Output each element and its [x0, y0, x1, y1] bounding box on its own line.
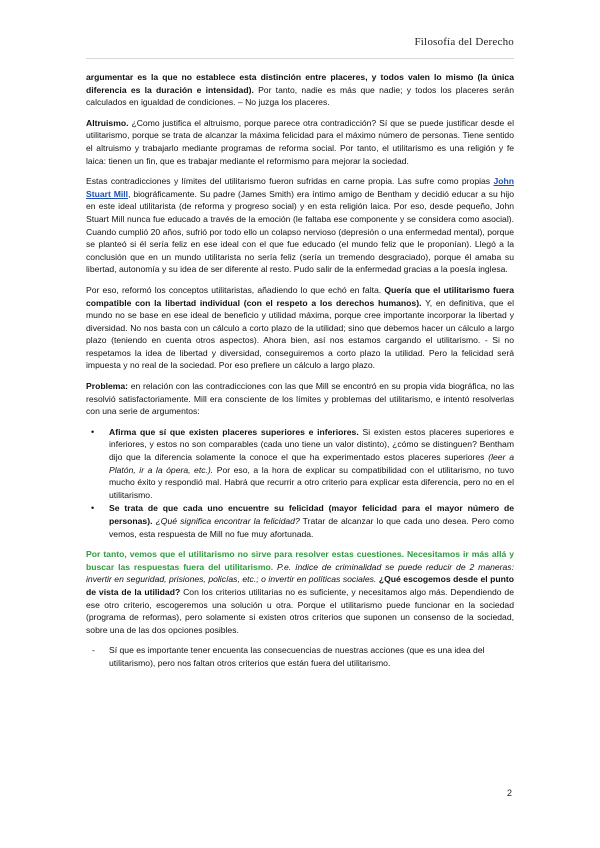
header-divider	[86, 58, 514, 59]
dash-icon: -	[92, 645, 95, 656]
paragraph-mill-biography	[86, 175, 514, 276]
mill-text-b: , biográficamente. Su padre (James Smith) era íntimo amigo de Bentham y decidió educar a su hijo en este ideal utilitarista (de reforma y progreso social) y en esta religión laica. Por eso, desde pequeño, John Stuart Mill nunca fue educado a través de la emoción (le faltaba ese componente y se considera como asocial). Cuando cumplió 20 años, sufrió por todo ello un colapso nervioso (depresión o una enfermedad mental), porque se planteó si él sería feliz en ese ideal con el que fue educado (el mundo feliz que le proponían). Llegó a la conclusión que en un mundo utilitarista no sería feliz (sería un tremendo desgraciado), porque él amaba su libertad, autonomía y su idea de ser diferente al resto. Pudo salir de la enfermedad gracias a la poesía inglesa.	[86, 188, 514, 275]
bullet-1-text-b: Por eso, a la hora de explicar su compatibilidad con el utilitarismo, no tuvo mucho éxito y respondió mal. Habrá que recurrir a otro criterio para explicar esta diferencia, pero no en el utilitarismo.	[109, 464, 514, 500]
mill-text-a: Estas contradicciones y límites del utilitarismo fueron sufridas en carne propia. Las sufre como propias	[86, 176, 494, 187]
john-stuart-mill-link[interactable]: John Stuart Mill	[86, 176, 514, 199]
bullet-2-italic: ¿Qué significa encontrar la felicidad?	[155, 516, 300, 526]
reform-bold: Quería que el utilitarismo fuera compatible con la libertad individual (con el respeto a los derechos humanos).	[86, 284, 515, 308]
bullet-1-bold: Afirma que sí que existen placeres superiores e inferiores.	[109, 426, 359, 437]
problema-text: en relación con las contradicciones con las que Mill se encontró en su propia vida biográfica, no las resolvió satisfactoriamente. Mill era consciente de los límites y problemas del utilitarismo, e intentó resolverlas con una serie de argumentos:	[86, 381, 514, 417]
bullet-1-text-a: Si existen estos placeres superiores e inferiores, y estos no son comparables (cada uno tiene un valor distinto), ¿cómo se distinguen? Bentham dijo que la diferencia solamente la conoce el que ha experimentado estos placeres superiores	[109, 426, 515, 463]
reform-text-a: Por eso, reformó los conceptos utilitaristas, añadiendo lo que echó en falta.	[86, 284, 385, 295]
problema-heading: Problema:	[86, 381, 129, 392]
altruismo-text: ¿Como justifica el altruismo, porque parece otra contradicción? Sí que se puede justificar desde el utilitarismo, porque se trata de alcanzar la máxima felicidad para el máximo número de personas. Tiene sentido el altruismo y trabajarlo mediante programas de reforma social. Por tanto, el utilitarismo es una religión y fe laica: tienen un fin, que es trabajar mediante el reformismo para mejorar la sociedad.	[86, 117, 514, 166]
argument-list	[86, 426, 514, 540]
bullet-2-text-b: Tratar de alcanzar lo que cada uno desea. Pero como vemos, esta respuesta de Mill no fue muy afortunada.	[109, 516, 514, 539]
dash-list	[86, 644, 514, 669]
list-item	[86, 426, 514, 502]
conclusion-text: Con los criterios utilitarias no es suficiente, y necesitamos algo más. Dependiendo de ese otro criterio, escogeremos una solución u otra. Porque el utilitarismo puede funcionar en la sociedad (programa de reformas), pero solamente si existen otros criterios que suponen un consenso de la sociedad, sobre una de las dos opciones posibles.	[86, 586, 514, 635]
altruismo-heading: Altruismo.	[86, 117, 129, 128]
paragraph-problema	[86, 380, 514, 418]
conclusion-highlight: Por tanto, vemos que el utilitarismo no sirve para resolver estas cuestiones. Necesitamos ir más allá y buscar las respuestas fuera del utilitarismo.	[86, 549, 514, 572]
reform-text-b: Y, en definitiva, que el mundo no se base en ese ideal de beneficio y utilidad máxima, porque cree importante incorporar la libertad y diversidad. No nos basta con un cálculo a corto plazo de la utilidad; sino que debemos hacer un cálculo a largo plazo (teniendo en cuenta otros aspectos). Ahora bien, así nos estamos cargando el utilitarismo. - Si no respetamos la idea de libertad y diversidad, conseguiremos a corto plazo la utilidad. Pero la felicidad será impuesta y no real de la sociedad. Por eso prefiere un cálculo a largo plazo.	[86, 297, 514, 371]
page-number: 2	[506, 788, 512, 798]
paragraph-altruismo	[86, 117, 514, 167]
bullet-1-italic: (leer a Platón, ir a la ópera, etc.).	[109, 452, 515, 475]
running-header: Filosofía del Derecho	[414, 36, 514, 48]
dash-item-text: Sí que es importante tener encuenta las consecuencias de nuestras acciones (que es una idea del utilitarismo), pero nos faltan otros criterios que están fuera del utilitarismo.	[109, 645, 485, 668]
conclusion-question: ¿Qué escogemos desde el punto de vista de la utilidad?	[86, 574, 515, 597]
paragraph-conclusion	[86, 548, 514, 636]
conclusion-example: P.e. índice de criminalidad se puede reducir de 2 maneras: invertir en seguridad, prisiones, policías, etc.; o invertir en políticas sociales.	[86, 561, 514, 585]
list-item	[86, 502, 514, 540]
paragraph-1	[86, 71, 514, 109]
bullet-icon: •	[91, 503, 95, 514]
bullet-icon: •	[91, 426, 95, 437]
list-item	[86, 644, 514, 669]
bullet-2-bold: Se trata de que cada uno encuentre su felicidad (mayor felicidad para el mayor número de personas).	[109, 503, 514, 526]
body-text	[86, 71, 514, 670]
paragraph-reform	[86, 284, 514, 372]
p1-text: Por tanto, nadie es más que nadie; y todos los placeres serán calculados en igualdad de condiciones. – No juzga los placeres.	[86, 84, 514, 108]
p1-bold: argumentar es la que no establece esta distinción entre placeres, y todos valen lo mismo (la única diferencia es la duración e intensidad).	[86, 72, 514, 95]
